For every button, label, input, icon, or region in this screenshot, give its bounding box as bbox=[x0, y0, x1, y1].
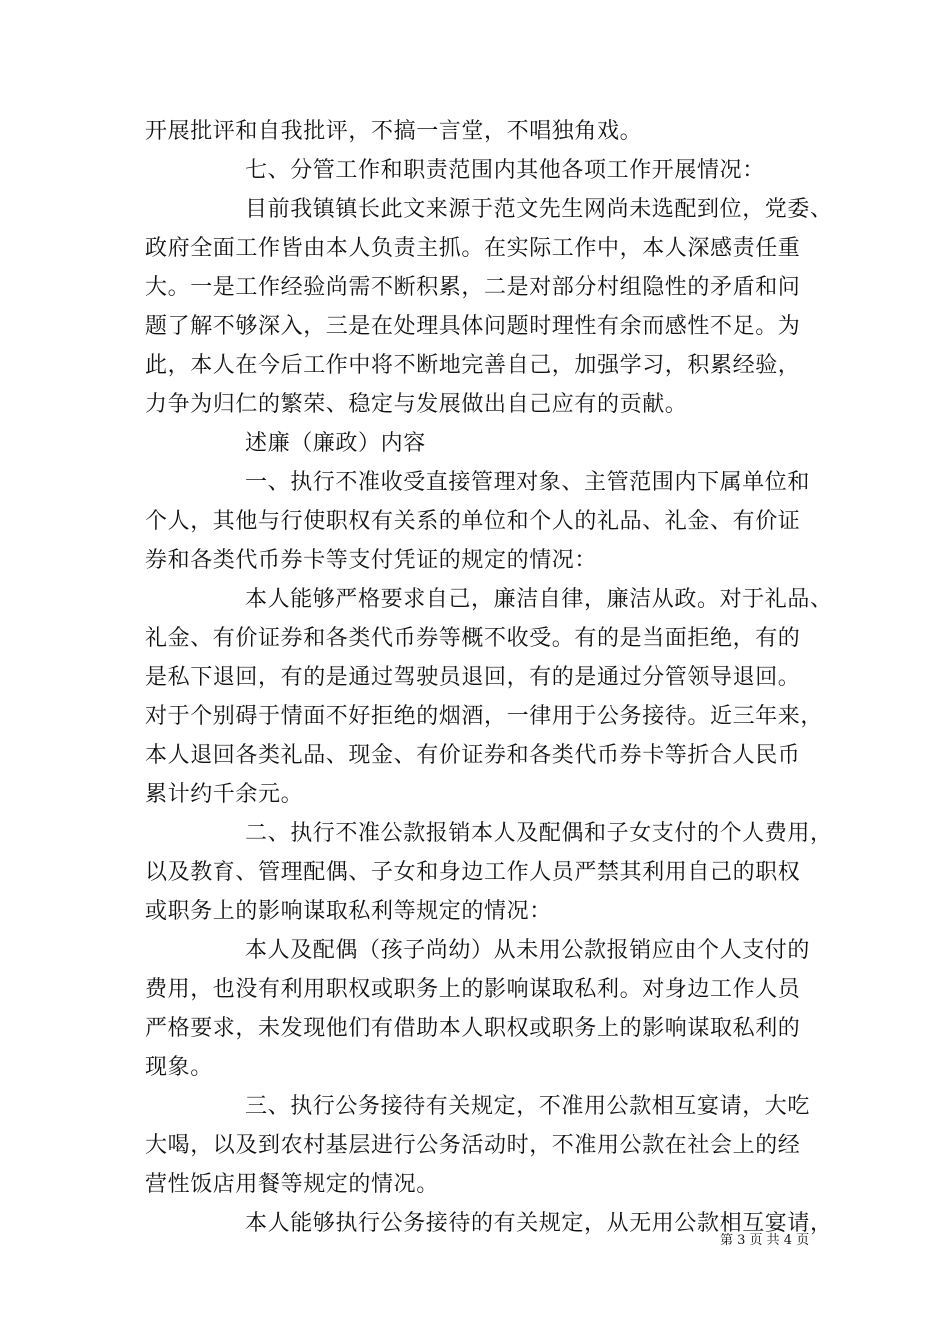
section-heading: 七、分管工作和职责范围内其他各项工作开展情况： bbox=[245, 158, 765, 183]
page-number-footer: 第 3 页 共 4 页 bbox=[720, 1233, 810, 1248]
body-line: 严格要求，未发现他们有借助本人职权或职务上的影响谋取私利的 bbox=[145, 1016, 801, 1041]
body-line: 本人退回各类礼品、现金、有价证券和各类代币券卡等折合人民币 bbox=[145, 743, 801, 768]
body-line: 大。一是工作经验尚需不断积累，二是对部分村组隐性的矛盾和问 bbox=[145, 275, 801, 300]
body-line: 是私下退回，有的是通过驾驶员退回，有的是通过分管领导退回。 bbox=[145, 665, 801, 690]
body-line: 三、执行公务接待有关规定，不准用公款相互宴请，大吃 bbox=[245, 1094, 811, 1119]
body-line: 本人能够执行公务接待的有关规定，从无用公款相互宴请， bbox=[245, 1211, 833, 1236]
body-line: 目前我镇镇长此文来源于范文先生网尚未选配到位，党委、 bbox=[245, 197, 833, 222]
body-line: 本人及配偶（孩子尚幼）从未用公款报销应由个人支付的 bbox=[245, 938, 811, 963]
body-line: 本人能够严格要求自己，廉洁自律，廉洁从政。对于礼品、 bbox=[245, 587, 833, 612]
body-line: 累计约千余元。 bbox=[145, 782, 304, 807]
body-line: 个人，其他与行使职权有关系的单位和个人的礼品、礼金、有价证 bbox=[145, 509, 801, 534]
body-line: 费用，也没有利用职权或职务上的影响谋取私利。对身边工作人员 bbox=[145, 977, 801, 1002]
body-line: 一、执行不准收受直接管理对象、主管范围内下属单位和 bbox=[245, 470, 811, 495]
body-line: 营性饭店用餐等规定的情况。 bbox=[145, 1172, 439, 1197]
body-line: 二、执行不准公款报销本人及配偶和子女支付的个人费用， bbox=[245, 821, 833, 846]
body-line: 或职务上的影响谋取私利等规定的情况： bbox=[145, 899, 552, 924]
body-line: 以及教育、管理配偶、子女和身边工作人员严禁其利用自己的职权 bbox=[145, 860, 801, 885]
body-line: 开展批评和自我批评，不搞一言堂，不唱独角戏。 bbox=[145, 119, 643, 144]
body-line: 政府全面工作皆由本人负责主抓。在实际工作中，本人深感责任重 bbox=[145, 236, 801, 261]
body-line: 此，本人在今后工作中将不断地完善自己，加强学习，积累经验， bbox=[145, 353, 801, 378]
body-line: 现象。 bbox=[145, 1055, 213, 1080]
section-heading: 述廉（廉政）内容 bbox=[245, 431, 426, 456]
body-line: 大喝，以及到农村基层进行公务活动时，不准用公款在社会上的经 bbox=[145, 1133, 801, 1158]
body-line: 对于个别碍于情面不好拒绝的烟酒，一律用于公务接待。近三年来， bbox=[145, 704, 824, 729]
body-line: 券和各类代币券卡等支付凭证的规定的情况： bbox=[145, 548, 598, 573]
body-line: 力争为归仁的繁荣、稳定与发展做出自己应有的贡献。 bbox=[145, 392, 688, 417]
body-line: 礼金、有价证券和各类代币券等概不收受。有的是当面拒绝，有的 bbox=[145, 626, 801, 651]
body-line: 题了解不够深入，三是在处理具体问题时理性有余而感性不足。为 bbox=[145, 314, 801, 339]
